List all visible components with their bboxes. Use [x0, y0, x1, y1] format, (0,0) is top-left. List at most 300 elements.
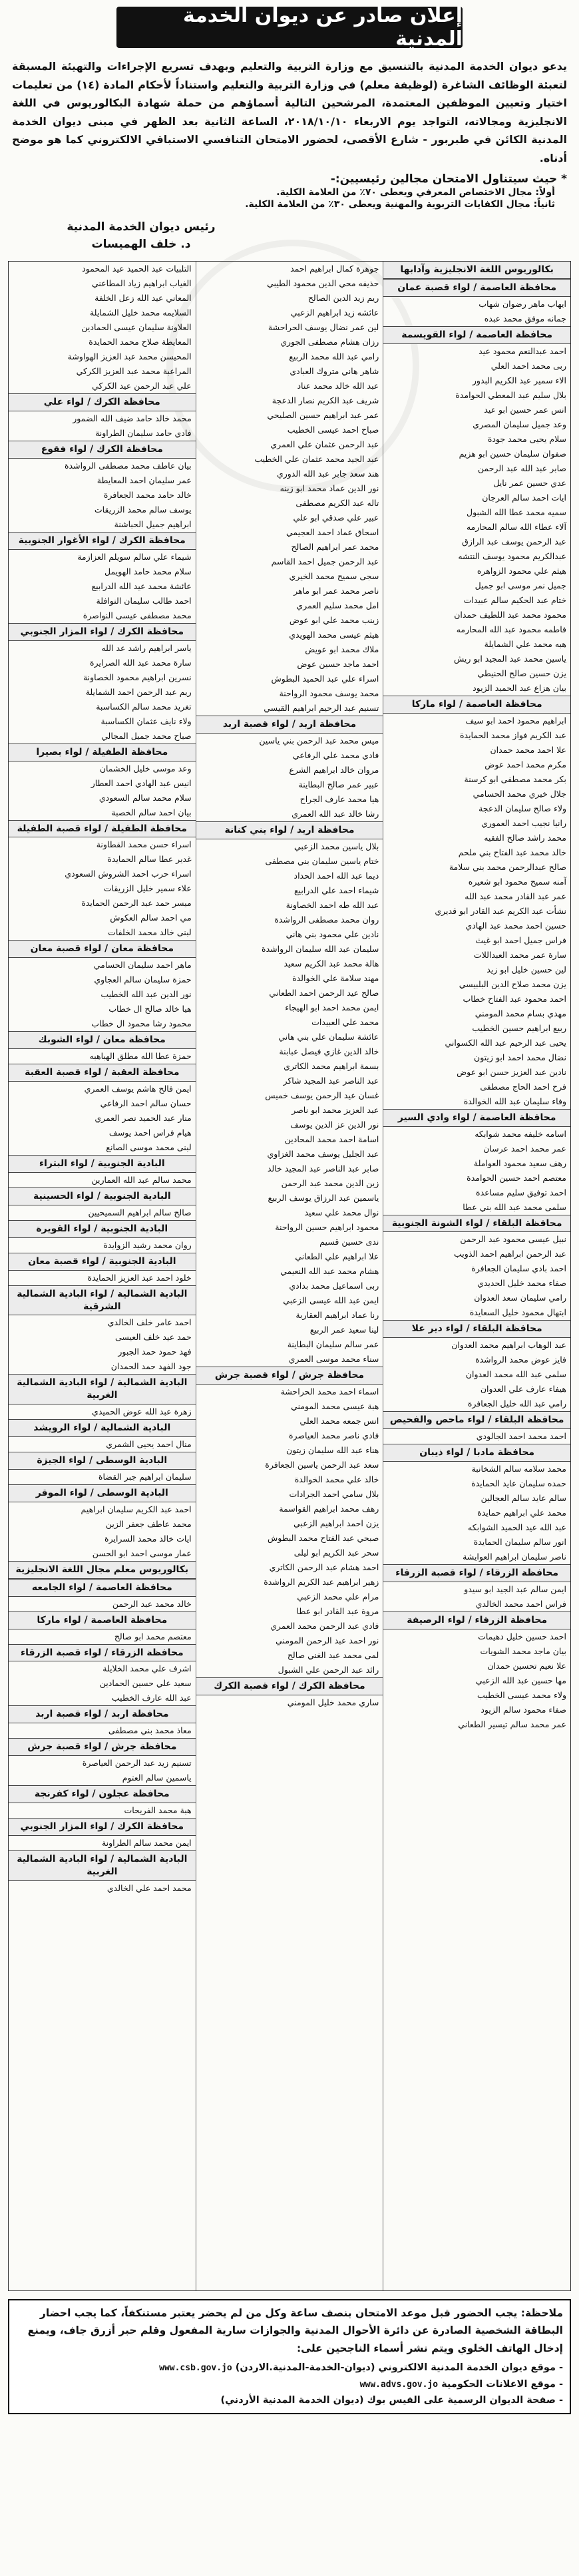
- candidate-name: ولاء محمد عيسى الخطيب: [477, 1689, 566, 1700]
- candidate-name: اسامه خليفه محمد شوابكه: [475, 1128, 566, 1139]
- candidate-name: محمود ابراهيم حسين الرواحنة: [275, 1221, 379, 1232]
- note-link-advs-url[interactable]: www.advs.gov.jo: [359, 2379, 439, 2390]
- candidate-name: هبه محمد علي الشمايلة: [484, 638, 566, 649]
- district-header: محافظة الزرقاء / لواء قصبة الزرقاء: [383, 1564, 570, 1582]
- candidate-name: عبد الرحمن عثمان علي العمري: [270, 439, 379, 450]
- candidate-name: ايمن سالم عبد الجيد ابو سيدو: [464, 1584, 566, 1594]
- candidate-name: ماهر احمد سليمان الحسامي: [93, 960, 192, 970]
- district-header: البادية الشمالية / لواء البادية الشمالية الشرقية: [9, 1285, 196, 1316]
- candidate-name: اسامة احمد محمد المحادين: [284, 1134, 379, 1144]
- district-header: محافظة العقبة / لواء قصبة العقبة: [9, 1064, 196, 1082]
- candidate-name: سجى سميح محمد الخيري: [289, 571, 379, 582]
- candidate-name: سناء محمد موسى العمري: [288, 1353, 379, 1364]
- candidate-name: عبد الله عيد الحميد الشوابكه: [468, 1522, 566, 1533]
- candidate-name: يحيى عبد الرحيم عبد الله الكسواني: [445, 1037, 566, 1048]
- candidate-name: بيان احمد سالم الخصبة: [111, 807, 192, 817]
- candidate-name: غدير عطا سالم الحمايدة: [107, 854, 192, 865]
- candidate-name: عبد الناصر عبد المجيد شاكر: [283, 1075, 379, 1086]
- candidate-name: بلال ياسين محمد الزعبي: [293, 841, 379, 851]
- district-header: البادية الجنوبية / لواء قصبة معان: [9, 1253, 196, 1271]
- candidate-name: هند سعد جابر عبد الله الدوري: [276, 469, 379, 479]
- district-header: محافظة البلقاء / لواء دير علا: [383, 1320, 570, 1338]
- candidate-name: ولاء صالح سليمان الدعجة: [479, 803, 566, 813]
- candidate-name: نور الدين عز الدين يوسف: [290, 1119, 379, 1130]
- candidate-name: احمد عبدالنعم محمود عيد: [479, 345, 566, 356]
- candidate-name: زهير ابراهيم عبد الكريم الرواشدة: [264, 1576, 379, 1587]
- candidate-name: محمد علي العبيدات: [311, 1016, 379, 1027]
- candidate-name: عبد الله خالد محمد عناد: [297, 381, 379, 391]
- candidate-name: لبنى خالد محمد الخلفات: [108, 927, 192, 938]
- candidate-name: عمر محمد احمد عرسان: [483, 1143, 566, 1154]
- candidate-name: نبيل عيسى محمود عبد الرحمن: [460, 1234, 566, 1245]
- candidate-name: عمر سالم سليمان البطاينة: [287, 1339, 379, 1349]
- candidate-name: علا ابراهيم علي الطعاني: [295, 1251, 379, 1261]
- candidate-name: صابر عبد الناصر عبد المجيد خالد: [267, 1163, 379, 1174]
- district-header: محافظة العاصمة / لواء الجامعه: [9, 1579, 196, 1597]
- candidate-name: سارة محمد عبد الله الصرايرة: [90, 657, 192, 668]
- candidate-name: حسان سالم احمد الرفاعي: [100, 1098, 192, 1109]
- district-header: محافظة عجلون / لواء كفرنجة: [9, 1785, 196, 1803]
- candidate-name: فاطمه محمود عبد الله المحارمه: [456, 624, 566, 634]
- candidate-name: حمد عيد خلف العيسى: [114, 1332, 192, 1343]
- candidate-name: عبير علي صدقي ابو علي: [293, 513, 379, 523]
- candidate-name: ختام عبد الحكيم سالم عبيدات: [463, 594, 566, 605]
- candidate-name: المعاني عيد الله زعل الخلفة: [95, 293, 192, 304]
- candidate-name: حمده سليمان عايد الحمايدة: [471, 1478, 566, 1489]
- note-link-facebook-label: - صفحة الديوان الرسمية على الفيس بوك (ديوان الخدمة المدنية الأردني): [220, 2395, 563, 2406]
- candidate-name: انور سالم سليمان الحمايدة: [473, 1537, 566, 1548]
- candidate-name: آلاء عطاء الله سالم المحارمه: [466, 521, 566, 532]
- candidate-name: عبير عمر صالح البطاينة: [298, 779, 379, 789]
- candidate-name: ياسمين سالم العتوم: [122, 1773, 192, 1783]
- candidate-name: وعد موسى خليل الخشمان: [99, 763, 192, 773]
- candidate-name: رنا عماد ابراهيم العقاربة: [295, 1309, 379, 1320]
- note-box: [8, 2299, 571, 2414]
- candidate-name: منال احمد يحيى الشمري: [106, 1439, 192, 1450]
- candidate-name: فادي ناصر محمد العياصرة: [288, 1430, 379, 1440]
- candidate-name: احمد عامر خلف الخالدي: [107, 1317, 192, 1328]
- candidate-name: معتصم احمد حسين الحوامدة: [467, 1172, 566, 1183]
- candidate-name: نادين عبد العزيز حسن ابو عوض: [457, 1066, 566, 1077]
- district-header: محافظة جرش / لواء قصبة جرش: [196, 1367, 383, 1385]
- candidate-name: نشأت عبد الكريم عبد القادر ابو قديري: [435, 905, 566, 916]
- candidate-name: محمد يوسف محمود الرواحنة: [279, 688, 379, 699]
- candidate-name: ناصر محمد عمر ابو ماهر: [293, 586, 379, 596]
- candidate-name: منار عبد الحميد نصر العمري: [95, 1113, 192, 1124]
- candidate-name: رامي سليمان سعد العدوان: [474, 1293, 566, 1303]
- candidate-name: جود الفهد حمد الحمدان: [110, 1361, 192, 1372]
- district-header: محافظة الكرك / لواء علي: [9, 393, 196, 411]
- candidates-column: [196, 262, 383, 2290]
- candidate-name: ياسين محمد عبد المجيد ابو ريش: [453, 653, 566, 664]
- district-header: محافظة الطفيلة / لواء بصيرا: [9, 744, 196, 761]
- candidate-name: لينا سعيد عمر الربيع: [309, 1324, 379, 1335]
- candidate-name: احمد حسين خليل دهيمات: [478, 1631, 566, 1641]
- candidate-name: عمر عبد القادر محمد عبد الله: [465, 891, 566, 901]
- candidate-name: نور الدين عماد محمد ابو زينه: [280, 483, 379, 494]
- candidate-name: سلمى عبد الله محمد العدوان: [465, 1369, 566, 1380]
- candidate-name: يزن حسين صالح الحنيطي: [477, 668, 566, 678]
- candidate-name: سليمان عبد الله سليمان الرواشدة: [262, 943, 379, 954]
- candidate-name: حمزة سليمان سالم العجاوي: [94, 974, 192, 985]
- candidate-name: اسحاق عماد احمد العجيمي: [286, 527, 379, 538]
- exam-sections-title: * حيث سيتناول الامتحان مجالين رئيسيين:-: [330, 172, 567, 186]
- candidate-name: الاء سمير عبد الكريم البدور: [472, 375, 566, 385]
- candidate-name: عبد الجليل يوسف محمد الغزاوي: [267, 1148, 379, 1159]
- district-header: محافظة مادبا / لواء ذيبان: [383, 1444, 570, 1462]
- candidate-name: صبحي عبد الفتاح محمد البطوش: [267, 1532, 379, 1543]
- candidate-name: غسان عيد الرحمن يوسف خميس: [265, 1090, 379, 1100]
- candidate-name: سميه محمد عطا الله الشبول: [466, 507, 566, 517]
- candidate-name: انيس عبد الهادي احمد العطار: [91, 777, 192, 788]
- candidate-name: محمد علي ابراهيم حمايدة: [477, 1508, 566, 1518]
- candidate-name: مي احمد سالم العكوش: [110, 913, 192, 923]
- district-header: بكالوريوس اللغة الانجليزية وآدابها: [383, 262, 570, 279]
- candidate-name: علا نعيم تحسين حمدان: [487, 1660, 566, 1671]
- announcement-banner: [116, 4, 463, 51]
- candidate-name: ريم زيد الدين الصالح: [307, 293, 379, 304]
- candidate-name: زينب محمد علي ابو عوض: [289, 615, 379, 626]
- candidate-name: خالد الدين غازي فيصل عبابنة: [279, 1046, 379, 1056]
- candidates-columns: [9, 262, 570, 2290]
- candidate-name: بيان هزاع عبد الحميد الزيود: [473, 682, 566, 693]
- candidate-name: محمد خالد حامد ضيف الله الضمور: [73, 413, 192, 423]
- candidates-column: [383, 262, 570, 2290]
- note-link-csb-url[interactable]: www.csb.gov.jo: [159, 2363, 232, 2374]
- signature-title: رئيس ديوان الخدمة المدنية: [67, 220, 216, 234]
- candidate-name: بكر محمد مصطفى ابو كرسنة: [464, 773, 566, 784]
- candidate-name: عدي حسين عمر نايل: [493, 477, 566, 488]
- candidate-name: لين حسين خليل ابو زيد: [486, 964, 566, 974]
- candidate-name: فادي محمد علي الرفاعي: [292, 750, 379, 760]
- district-header: محافظة البلقاء / لواء ماحص والفحيص: [383, 1411, 570, 1429]
- candidate-name: ايمن فالح هاشم يوسف العمري: [84, 1084, 192, 1094]
- candidate-name: هيا محمد عارف الجراح: [299, 793, 379, 804]
- candidate-name: نوال محمد علي سعيد: [304, 1207, 379, 1217]
- candidate-name: عبد الوهاب ابراهيم محمد العدوان: [451, 1340, 566, 1351]
- candidate-name: احمد محمود عبد الفتاح خطاب: [463, 993, 566, 1004]
- candidate-name: حسين احمد محمد عبد الهادي: [465, 920, 566, 931]
- candidate-name: صابر عبد الله عبد الرحمن: [477, 463, 566, 473]
- candidate-name: خالد علي محمد الخوالدة: [294, 1474, 379, 1484]
- district-header: محافظة الزرقاء / لواء الرصيفة: [383, 1611, 570, 1629]
- candidate-name: خالد محمد عبد الرحمن: [112, 1598, 192, 1609]
- candidate-name: هيفاء عارف علي العدوان: [480, 1384, 566, 1395]
- district-header: محافظة الكرك / لواء المزار الجنوبي: [9, 623, 196, 641]
- signature-block: [8, 219, 571, 253]
- candidate-name: ايمن محمد احمد ابو الهيجاء: [285, 1002, 379, 1012]
- candidate-name: روان محمد رشيد الزوايدة: [103, 1239, 192, 1250]
- candidate-name: سعد عبد الرحمن ياسين الجعافرة: [265, 1459, 379, 1470]
- candidate-name: وفاء سليمان عبد الله الخوالدة: [463, 1096, 566, 1106]
- candidate-name: فايز عوض محمد الرواشدة: [475, 1355, 566, 1365]
- candidate-name: هالة محمد عبد الكريم سعيد: [284, 958, 379, 968]
- candidate-name: لمى محمد عبد الغني صالح: [287, 1649, 379, 1660]
- candidate-name: بلال سليم عبد المعطي الحوامدة: [455, 389, 566, 400]
- candidate-name: لبنى محمد موسى الصانع: [106, 1142, 192, 1153]
- candidate-name: تاله عبد الكريم مصطفى: [295, 498, 379, 509]
- candidate-name: لين عمر نضال يوسف الحراحشة: [268, 322, 379, 333]
- candidate-name: احمد هشام عبد الرحمن الكاتري: [269, 1562, 379, 1572]
- candidate-name: رامي عبد الله خليل الجعافرة: [467, 1398, 566, 1409]
- candidate-name: ايمن عبد الله عيسى الزعبي: [283, 1295, 379, 1305]
- note-link-csb[interactable]: [16, 2360, 563, 2376]
- candidate-name: عبد الرحمن يوسف عبد الرازق: [462, 536, 566, 546]
- candidate-name: نادين علي محمود بني هاني: [286, 929, 379, 939]
- candidate-name: ياسمين عبد الرزاق يوسف الربيع: [268, 1192, 379, 1203]
- signature-name: د. خلف الهميسات: [91, 237, 191, 251]
- candidate-name: ابراهيم جميل الحباشنة: [114, 519, 192, 529]
- candidate-name: شاهر هاني متروك العبادي: [290, 366, 379, 377]
- candidate-name: محمد عاطف جعفر الزين: [105, 1518, 192, 1529]
- candidate-name: خالد حامد محمد الجعافرة: [103, 489, 192, 500]
- district-header: محافظة الكرك / لواء قصبة الكرك: [196, 1677, 383, 1695]
- candidate-name: تغريد محمد سالم الكساسبة: [96, 701, 192, 712]
- candidate-name: سالم عايد سالم العجالين: [481, 1493, 566, 1504]
- candidate-name: اسراء حسن محمد القطاونة: [96, 839, 192, 850]
- candidate-name: تسنيم عبد الرحيم ابراهيم القيسي: [264, 703, 379, 714]
- candidate-name: نور احمد عبد الرحمن المومني: [276, 1635, 379, 1645]
- candidate-name: هشام محمد عبد الله النعيمي: [280, 1265, 379, 1276]
- candidate-name: صباح محمد جميل المجالي: [101, 730, 192, 741]
- candidate-name: صفوان سليمان حسين ابو هزيم: [459, 448, 566, 459]
- exam-section-2: ثانياً: مجال الكفايات التربوية والمهنية ويعطى ٣٠٪ من العلامة الكلية.: [245, 199, 555, 210]
- district-header: محافظة الكرك / لواء فقوع: [9, 441, 196, 459]
- candidate-name: عمر عبد ابراهيم حسين الصليحي: [267, 410, 379, 421]
- candidate-name: نسرين ابراهيم محمود الخصاونة: [83, 672, 192, 682]
- candidate-name: سحر عبد الكريم ابو ليلى: [293, 1547, 379, 1558]
- candidate-name: سليمان ابراهيم جبر القضاة: [98, 1472, 192, 1482]
- candidate-name: زين الدين محمد عبد الرحمن: [281, 1178, 379, 1188]
- district-header: البادية الجنوبية / لواء القويرة: [9, 1220, 196, 1238]
- candidate-name: عائشة سليمان علي بني هاني: [278, 1031, 379, 1042]
- candidate-name: فادي عبد الرحمن محمد العمري: [270, 1620, 379, 1631]
- candidate-name: صالح سالم ابراهيم السميحيين: [88, 1207, 192, 1217]
- candidate-name: رانيا نجيب احمد العموري: [481, 817, 566, 828]
- candidate-name: شيماء احمد علي الدرابيع: [293, 885, 379, 895]
- candidate-name: احمد طالب سليمان النوافلة: [96, 595, 192, 606]
- candidate-name: خالد محمد عبد الفتاح بني ملحم: [458, 847, 566, 857]
- candidate-name: هناء عبد الله سليمان زيتون: [286, 1444, 379, 1455]
- district-header: البادية الشمالية / لواء البادية الشمالية الغربية: [9, 1374, 196, 1404]
- candidate-name: محمد سلامه سالم الشخانبة: [471, 1464, 566, 1474]
- candidate-name: محمد سالم عبد الله العمارين: [91, 1175, 192, 1185]
- candidate-name: فادي حامد سليمان الطراونة: [95, 427, 192, 438]
- candidate-name: ريم عبد الرحمن احمد الشمايلة: [85, 686, 192, 697]
- district-header: محافظة الزرقاء / لواء قصبة الزرقاء: [9, 1644, 196, 1662]
- candidate-name: شريف عبد الكريم نصار الدعجة: [272, 395, 379, 406]
- candidate-name: هيام فراس احمد يوسف: [108, 1128, 192, 1138]
- district-header: محافظة الطفيلة / لواء قصبة الطفيلة: [9, 820, 196, 838]
- candidate-name: حمزة عطا الله مطلق الهباهبه: [89, 1051, 192, 1062]
- candidate-name: رهف محمد ابراهيم القواسمة: [279, 1503, 379, 1514]
- district-header: محافظة معان / لواء الشوبك: [9, 1031, 196, 1049]
- candidate-name: بيان ماجد محمد الشويات: [480, 1645, 566, 1656]
- candidate-name: عبدالكريم محمود يوسف النتشه: [458, 550, 566, 561]
- candidate-name: ساري محمد خليل المومني: [287, 1697, 379, 1707]
- candidate-name: انس عمر حسين ابو عيد: [484, 404, 566, 415]
- candidate-name: ربيع ابراهيم حسين الخطيب: [472, 1022, 566, 1033]
- candidate-name: العلاونة سليمان عيسى الحمادين: [81, 322, 192, 333]
- candidate-name: رزان هشام مصطفى الجوري: [280, 337, 379, 347]
- candidate-name: فراس احمد محمد الخالدي: [475, 1599, 566, 1609]
- candidate-name: ابراهيم محمود احمد ابو سيف: [465, 715, 566, 726]
- candidate-name: مهند سلامة علي الخوالدة: [292, 972, 379, 983]
- candidate-name: عائشه زيد ابراهيم الزعبي: [290, 308, 379, 318]
- candidate-name: المحيسن محمد عبد العزيز الهواوشة: [67, 351, 192, 362]
- district-header: محافظة الكرك / لواء المزار الجنوبي: [9, 1818, 196, 1836]
- candidate-name: اسراء علي عبد الحميد البطوش: [271, 674, 379, 684]
- candidate-name: خلود احمد عبد العزيز الحمايدة: [87, 1272, 192, 1283]
- candidate-name: صالح عيد الرحمن احمد الطعاني: [269, 987, 379, 998]
- candidate-name: سعيد علي حسين الحمادين: [99, 1678, 192, 1689]
- candidate-name: فراس جميل احمد ابو غيث: [475, 935, 566, 945]
- candidate-name: محمود رشا محمود ال خطاب: [91, 1018, 192, 1029]
- exam-section-1: أولاً: مجال الاختصاص المعرفي ويعطى ٧٠٪ من العلامة الكلية.: [276, 187, 555, 198]
- candidate-name: اشرف علي محمد الخلايلة: [102, 1663, 192, 1674]
- candidate-name: ايات خالد محمد السرايرة: [104, 1533, 192, 1544]
- candidate-name: سلمى محمد عبد الله بني عطا: [463, 1201, 566, 1212]
- note-text: ملاحظة: يجب الحضور قبل موعد الامتحان بنصف ساعة وكل من لم يحضر يعتبر مستنكفاً، كما يجب احضار البطاقة الشخصية الصادرة عن دائرة الأحوال المدنية والجوازات سارية المفعول وقلم حبر أزرق جاف، ويمنع إدخال الهاتف الخلوي ويتم نشر أسماء الناجحين على:: [27, 2307, 563, 2354]
- candidate-name: عبد الله طه احمد الخصاونة: [286, 899, 379, 910]
- note-link-advs[interactable]: [16, 2376, 563, 2393]
- candidate-name: بيان عاطف محمد مصطفى الرواشدة: [65, 460, 192, 471]
- district-header: البادية الوسطى / لواء الجيزة: [9, 1452, 196, 1470]
- candidates-column: [9, 262, 196, 2290]
- candidate-name: عبد الجيد محمد عثمان علي الخطيب: [254, 454, 379, 465]
- district-header: محافظة جرش / لواء قصبة جرش: [9, 1738, 196, 1756]
- candidate-name: وعد جميل سليمان المصري: [473, 419, 566, 429]
- candidate-name: ختام ياسين سليمان بني مصطفى: [265, 855, 379, 866]
- candidate-name: فرح احمد الحاج مصطفى: [480, 1081, 566, 1092]
- candidate-name: ربى اسماعيل محمد بدادي: [289, 1280, 379, 1291]
- candidate-name: عمار موسى احمد ابو الحسن: [92, 1548, 192, 1558]
- candidate-name: علاء سمير خليل الزريقات: [103, 883, 192, 894]
- candidate-name: جميل نمر موسى ابو جميل: [475, 580, 566, 590]
- candidate-name: جلال خيري محمد الحسامي: [473, 788, 566, 799]
- candidate-name: روان محمد مصطفى الرواشدة: [274, 914, 379, 925]
- candidate-name: الغياب ابراهيم زياد المطاعني: [91, 278, 192, 289]
- candidate-name: محمد احمد علي الخالدي: [106, 1882, 192, 1893]
- note-link-csb-label: - موقع ديوان الخدمة المدنية الالكتروني (ديوان-الخدمة-المدنية.الاردن): [235, 2362, 563, 2374]
- intro-paragraph: يدعو ديوان الخدمة المدنية بالتنسيق مع وزارة التربية والتعليم وبهدف تسريع الإجراءات والتهيئة المسبقة لتعبئة الوظائف الشاغرة (لوظيفة معلم) في وزارة التربية والتعليم واستناداً لأحكام المادة (١٤) من تعليمات اختيار وتعيين الموظفين المعتمدة، المرشحين التالية أسماؤهم من حملة شهادة البكالوريوس في اللغة الانجليزية ومجالاته، التواجد يوم الاربعاء ٢٠١٨/١٠/١٠، الساعة الثانية بعد الظهر في مبنى ديوان الخدمة المدنية الكائن في طبربور - شارع الأقصى، لحضور الامتحان التنافسي الاستباقي الالكتروني كما هو موضح أدناه.: [12, 60, 568, 164]
- candidate-name: زهرة عبد الله عوض الحميدي: [92, 1406, 192, 1417]
- district-header: محافظة البلقاء / لواء الشونة الجنوبية: [383, 1215, 570, 1233]
- candidate-name: عبد الرحمن ابراهيم احمد الذويب: [454, 1249, 566, 1259]
- candidate-name: عبد العزيز محمد ابو ناصر: [291, 1104, 379, 1115]
- candidate-name: المعايطة صلاح محمد الحمايدة: [89, 337, 192, 347]
- district-header: البادية الوسطى / لواء الموقر: [9, 1484, 196, 1502]
- candidate-name: ربى محمد احمد العلي: [490, 360, 566, 371]
- candidate-name: تسنيم زيد عبد الرحمن العياصرة: [82, 1758, 192, 1769]
- candidate-name: رائد عبد الرحمن علي الشبول: [278, 1664, 379, 1675]
- district-header: البادية الجنوبية / لواء البتراء: [9, 1155, 196, 1173]
- candidate-name: ايمن محمد سالم الطراونة: [101, 1838, 192, 1848]
- candidate-name: عمر محمد سالم تيسير الطعاني: [458, 1719, 566, 1729]
- district-header: محافظة العاصمة / لواء وادي السير: [383, 1109, 570, 1127]
- candidate-name: رشا خالد عبد الله العمري: [291, 808, 379, 819]
- candidate-name: التلبيات عبد الحميد عيد المحمود: [82, 264, 192, 274]
- district-header: محافظة العاصمة / لواء قصبة عمان: [383, 279, 570, 297]
- candidate-name: جمانه موفق محمد عبده: [484, 313, 566, 323]
- candidate-name: هيثم عيسى محمد الهويدي: [289, 630, 379, 640]
- candidate-name: محمد راشد صالح الفقيه: [484, 832, 566, 843]
- candidate-name: محمد مصطفى عيسى النواصرة: [83, 610, 192, 620]
- candidate-name: ميس محمد عبد الرحمن بني ياسين: [259, 735, 379, 746]
- district-header: محافظة اربد / لواء قصبة اربد: [196, 716, 383, 734]
- candidate-name: عبد الرحمن جميل احمد القاسم: [271, 556, 379, 567]
- candidate-name: ميسر حمد عبد الرحمن الحمايدة: [81, 898, 192, 909]
- note-link-facebook[interactable]: [16, 2392, 563, 2409]
- candidate-name: هبة عيسى محمد المومني: [291, 1400, 379, 1411]
- candidate-name: معتصم محمد ابو صالح: [114, 1631, 192, 1641]
- candidate-name: بسمة ابراهيم محمد الكاتري: [284, 1060, 379, 1071]
- banner-title: إعلان صادر عن ديوان الخدمة المدنية: [183, 4, 463, 51]
- candidate-name: مهدي بسام محمد المومني: [475, 1008, 566, 1018]
- candidate-name: احمد عبد الكريم سليمان ابراهيم: [81, 1504, 192, 1514]
- district-header: محافظة اربد / لواء قصبة اربد: [9, 1705, 196, 1723]
- candidate-name: ملاك محمد ابو عويض: [305, 644, 379, 655]
- district-header: بكالوريوس معلم مجال اللغة الانجليزية: [9, 1561, 196, 1579]
- candidate-name: علا احمد محمد حمدان: [490, 744, 566, 755]
- candidate-name: صفاء محمد خليل الحديدي: [477, 1278, 566, 1289]
- candidate-name: هيثم علي محمود الزواهره: [477, 565, 566, 576]
- candidate-name: ابتهال محمود خليل السعايدة: [469, 1307, 566, 1318]
- district-header: محافظة العاصمة / لواء ماركا: [9, 1611, 196, 1629]
- candidate-name: علي عبد الرحمن عيد الكركي: [92, 381, 192, 391]
- candidate-name: سلام محمد سالم السعودي: [98, 792, 192, 803]
- candidate-name: عمر سليمان احمد المعايطة: [96, 475, 192, 485]
- district-header: محافظة اربد / لواء بني كنانة: [196, 821, 383, 839]
- candidate-name: اسماء احمد محمد الحراحشة: [280, 1386, 379, 1396]
- candidate-name: ناصر سليمان ابراهيم العوايشة: [463, 1552, 566, 1562]
- candidate-name: جوهرة كمال ابراهيم احمد: [290, 264, 379, 274]
- candidate-name: آمنه سميح محمود ابو شعيره: [468, 876, 566, 887]
- candidate-name: نضال محمد احمد ابو زيتون: [474, 1052, 566, 1062]
- candidate-name: السلايمه محمد خليل الشمايلة: [89, 308, 192, 318]
- candidate-name: ندى حسين قسيم: [319, 1236, 379, 1247]
- candidate-name: صباح احمد عيسى الخطيب: [287, 425, 379, 435]
- candidate-name: مها حسين عبد الله الزعبي: [475, 1675, 566, 1685]
- candidate-name: ايات احمد سالم العرجان: [482, 492, 566, 503]
- district-header: محافظة العاصمة / لواء القويسمة: [383, 326, 570, 344]
- candidate-name: رامي عبد الله محمد الربيع: [289, 351, 379, 362]
- candidate-name: رهف سعيد محمود العواملة: [473, 1158, 566, 1168]
- candidate-name: عائشة محمد عيد الله الدرابيع: [91, 580, 192, 591]
- candidate-name: ياسر ابراهيم راشد عد الله: [101, 642, 192, 653]
- candidate-name: محمود محمد عبد اللطيف حمدان: [454, 609, 566, 620]
- candidate-name: مروان خالد ابراهيم الشرع: [289, 764, 379, 775]
- candidate-name: هيا خالد صالح ال خطاب: [108, 1004, 192, 1014]
- candidate-name: المراعبة محمد عبد العزيز الكركي: [76, 366, 192, 377]
- candidate-name: اسراء حرب احمد الشروش السعودي: [65, 869, 192, 879]
- candidate-name: عبد الكريم فواز محمد الحمايدة: [459, 730, 566, 740]
- candidate-name: ديما عبد الله احمد الحداد: [293, 870, 379, 881]
- candidate-name: انس جمعه محمد العلي: [299, 1415, 379, 1426]
- candidate-name: ايهاب ماهر رضوان شهاب: [479, 298, 566, 309]
- candidate-name: سلام يحيى محمد جودة: [487, 433, 566, 444]
- candidate-name: سارة عمر محمد العبداللات: [473, 949, 566, 960]
- candidates-table: [8, 261, 571, 2291]
- candidate-name: سلام محمد حامد الهويمل: [104, 566, 192, 576]
- candidate-name: محمد عمر ابراهيم الصالح: [291, 542, 379, 552]
- candidate-name: نور الدين عبد الله الخطيب: [100, 989, 192, 1000]
- candidate-name: صالح عبدالرحمن محمد بني سلامة: [449, 861, 566, 872]
- candidate-name: ولاء نايف عثمان الكساسبة: [100, 716, 192, 726]
- candidate-name: فهد حمود حمد الجبور: [118, 1347, 192, 1357]
- candidate-name: يزن محمد صلاح الدين البلبيسي: [459, 978, 566, 989]
- candidate-name: مرام علي محمد الزعبي: [297, 1591, 379, 1602]
